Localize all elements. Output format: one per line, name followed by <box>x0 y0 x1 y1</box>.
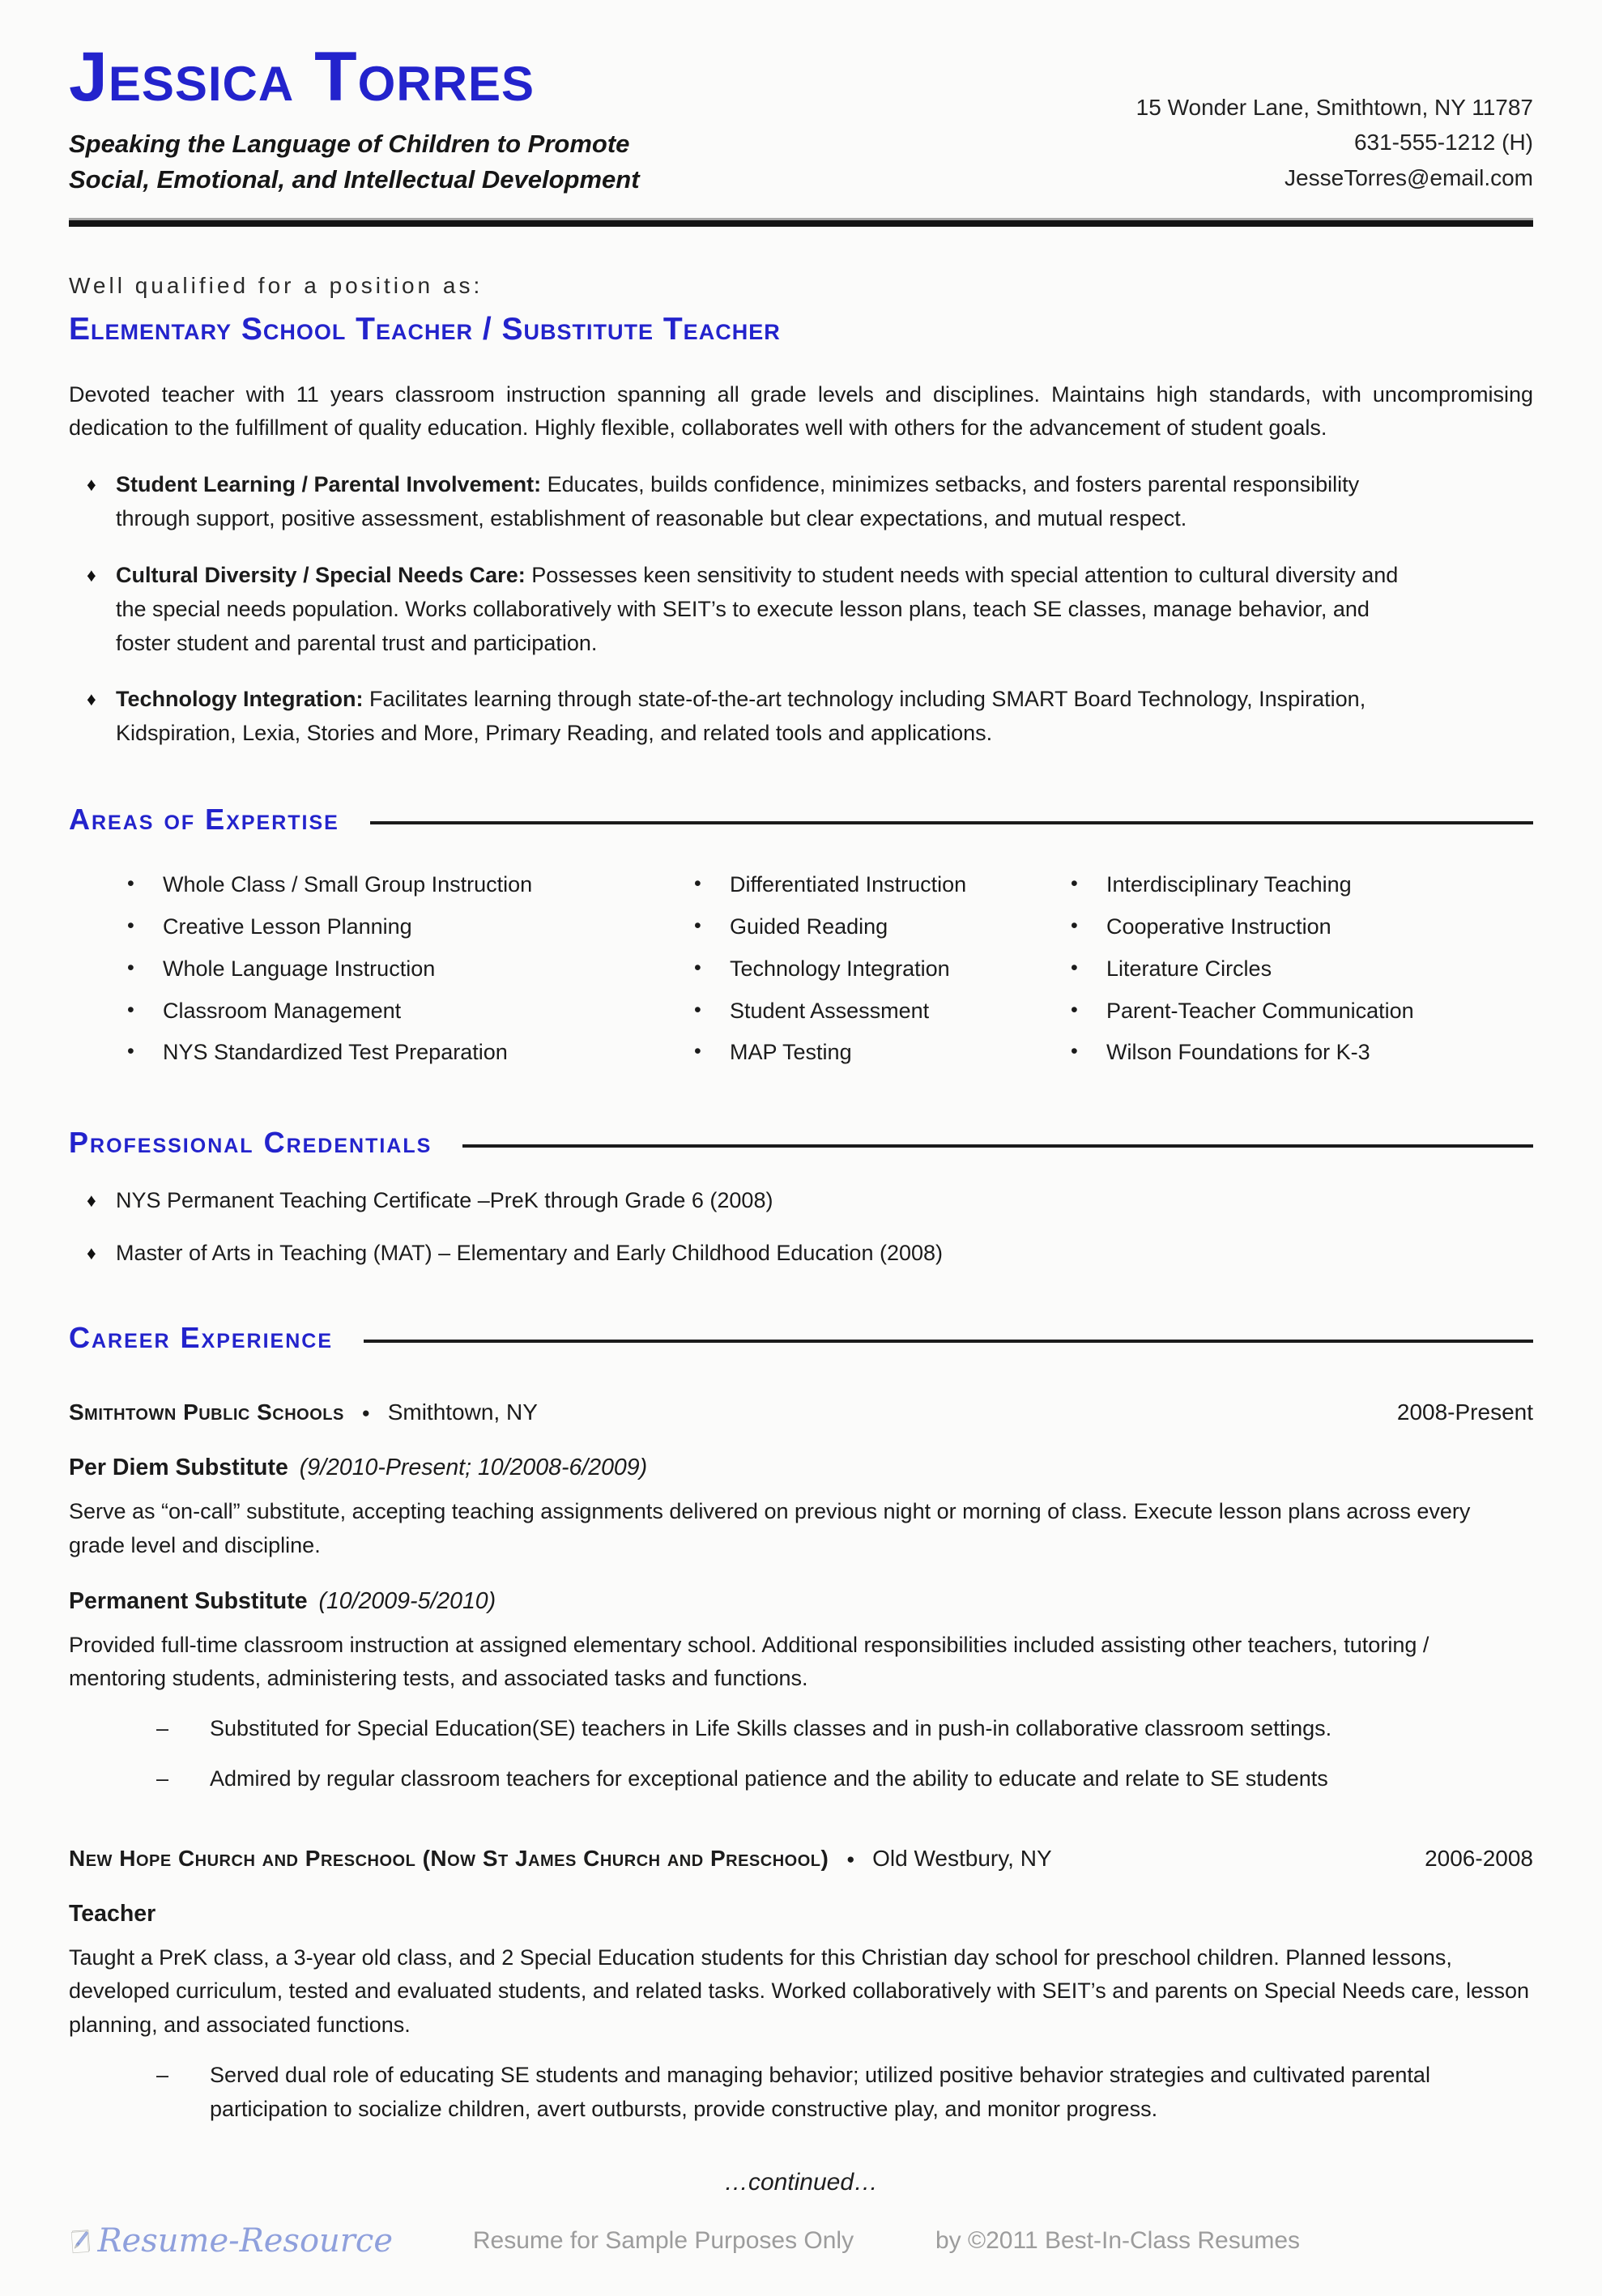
expertise-label: Technology Integration <box>730 956 950 981</box>
expertise-label: Differentiated Instruction <box>730 872 967 897</box>
expertise-item <box>1071 948 1533 990</box>
dash-bullet-icon: – <box>156 2063 169 2088</box>
dot-bullet-icon: • <box>694 872 701 896</box>
resume-resource-logo <box>69 2202 393 2280</box>
role-title: Permanent Substitute <box>69 1587 308 1614</box>
separator-dot-icon: ● <box>361 1405 370 1421</box>
position-title: Elementary School Teacher / Substitute Teacher <box>69 312 781 347</box>
credential-item <box>69 1184 1533 1217</box>
expertise-columns <box>69 864 1533 1074</box>
highlight-text <box>116 468 1404 536</box>
highlight-body: Educates, builds confidence, minimizes setbacks, and fosters parental responsibility through support, positive assessment, establishment of reasonable but clear expectations, and mutual respect. <box>116 472 1360 531</box>
candidate-name: Jessica Torres <box>69 38 535 116</box>
dot-bullet-icon: • <box>1071 914 1078 937</box>
expertise-column-1 <box>127 864 694 1074</box>
logo-wordmark: Resume-Resource <box>97 2221 393 2260</box>
role-bullet-text: Served dual role of educating SE students and managing behavior; utilized positive behavior strategies and cultivated parental participation to socialize children, avert outbursts, provide constructive play, and monitor progress. <box>210 2063 1430 2121</box>
section-rule <box>462 1144 1533 1148</box>
section-career-experience <box>69 1316 1533 1360</box>
expertise-item <box>1071 864 1533 906</box>
dot-bullet-icon: • <box>127 998 134 1021</box>
role-title: Teacher <box>69 1900 156 1927</box>
contact-phone: 631-555-1212 (H) <box>1353 130 1533 155</box>
dot-bullet-icon: • <box>1071 1040 1078 1063</box>
expertise-label: Parent-Teacher Communication <box>1106 998 1414 1023</box>
highlight-body: Possesses keen sensitivity to student needs with special attention to cultural diversity and the special needs population. Works collaboratively with SEIT’s to execute lesson plans, teach SE classes, manage behavior, and foster student and parental trust and participation. <box>116 562 1399 655</box>
dot-bullet-icon: • <box>127 872 134 896</box>
job-new-hope-church-preschool <box>69 1842 1533 2127</box>
position-intro: Well qualified for a position as: <box>69 273 484 299</box>
role-bullet-list <box>69 1712 1533 1796</box>
role-bullet <box>69 1762 1533 1796</box>
section-rule <box>364 1340 1533 1343</box>
dash-bullet-icon: – <box>156 1716 169 1741</box>
employer-line <box>69 1842 1052 1876</box>
header <box>69 40 1533 197</box>
job-location: Old Westbury, NY <box>872 1845 1052 1871</box>
summary-paragraph: Devoted teacher with 11 years classroom instruction spanning all grade levels and disciplines. Maintains high standards, with uncompromising dedication to the fulfillment of quality education. Highly flexible, collaborates well with others for the advancement of student goals. <box>69 381 1533 441</box>
credential-text: NYS Permanent Teaching Certificate –PreK through Grade 6 (2008) <box>116 1188 773 1213</box>
expertise-item <box>694 948 1071 990</box>
expertise-item <box>694 906 1071 948</box>
employer-name: Smithtown Public Schools <box>69 1399 344 1425</box>
job-location: Smithtown, NY <box>387 1399 538 1425</box>
job-header <box>69 1842 1533 1876</box>
diamond-bullet-icon: ♦ <box>87 1242 96 1263</box>
dash-bullet-icon: – <box>156 1766 169 1791</box>
header-left <box>69 40 640 197</box>
expertise-item <box>1071 1032 1533 1074</box>
section-areas-of-expertise <box>69 798 1533 841</box>
expertise-item <box>127 990 694 1033</box>
expertise-item <box>127 864 694 906</box>
credential-item <box>69 1237 1533 1270</box>
expertise-label: Creative Lesson Planning <box>163 914 412 939</box>
expertise-item <box>1071 990 1533 1033</box>
role-bullet-list <box>69 2059 1533 2127</box>
dot-bullet-icon: • <box>694 914 701 937</box>
role-title-line <box>69 1450 1533 1485</box>
dot-bullet-icon: • <box>127 1040 134 1063</box>
footer-sample-note: Resume for Sample Purposes Only <box>472 2227 854 2255</box>
role-bullet-text: Admired by regular classroom teachers for exceptional patience and the ability to educate and relate to SE students <box>210 1766 1328 1791</box>
role-description: Taught a PreK class, a 3-year old class, and 2 Special Education students for this Christian day school for preschool children. Planned lessons, developed curriculum, tested and evaluated students, and related tasks. Worked collaboratively with SEIT’s and parents on Special Needs care, lesson planning, and associated functions. <box>69 1945 1530 2038</box>
expertise-label: Cooperative Instruction <box>1106 914 1331 939</box>
highlight-label: Cultural Diversity / Special Needs Care: <box>116 562 526 587</box>
diamond-bullet-icon: ♦ <box>87 474 96 496</box>
expertise-column-2 <box>694 864 1071 1074</box>
employer-line <box>69 1395 538 1429</box>
section-rule <box>370 821 1533 824</box>
contact-email: JesseTorres@email.com <box>1285 164 1533 190</box>
credential-text: Master of Arts in Teaching (MAT) – Elementary and Early Childhood Education (2008) <box>116 1240 944 1265</box>
dot-bullet-icon: • <box>1071 872 1078 896</box>
dot-bullet-icon: • <box>127 956 134 979</box>
role-description: Provided full-time classroom instruction at assigned elementary school. Additional responsibilities included assisting other teachers, tutoring / mentoring students, administering tests, and associated tasks and functions. <box>69 1632 1429 1691</box>
tagline-line2: Social, Emotional, and Intellectual Development <box>69 164 640 194</box>
footer-copyright: by ©2011 Best-In-Class Resumes <box>935 2227 1301 2255</box>
diamond-bullet-icon: ♦ <box>87 688 96 710</box>
highlights-list <box>69 468 1533 751</box>
section-professional-credentials <box>69 1121 1533 1165</box>
dot-bullet-icon: • <box>127 914 134 937</box>
role-title-line <box>69 1897 1533 1932</box>
highlight-label: Technology Integration: <box>116 687 364 712</box>
expertise-item <box>694 864 1071 906</box>
expertise-label: MAP Testing <box>730 1040 852 1065</box>
employer-name: New Hope Church and Preschool (Now St James Church and Preschool) <box>69 1845 829 1871</box>
dot-bullet-icon: • <box>1071 998 1078 1021</box>
highlight-item <box>69 559 1533 661</box>
section-title: Areas of Expertise <box>69 803 339 837</box>
expertise-label: Literature Circles <box>1106 956 1272 981</box>
expertise-label: Whole Language Instruction <box>163 956 436 981</box>
highlight-text <box>116 683 1404 751</box>
job-header <box>69 1395 1533 1429</box>
expertise-item <box>127 1032 694 1074</box>
role-bullet-text: Substituted for Special Education(SE) teachers in Life Skills classes and in push-in collaborative classroom settings. <box>210 1716 1332 1741</box>
contact-address: 15 Wonder Lane, Smithtown, NY 11787 <box>1135 94 1533 120</box>
role-bullet <box>69 2059 1533 2127</box>
expertise-item <box>127 906 694 948</box>
job-dates: 2006-2008 <box>1425 1845 1533 1871</box>
dot-bullet-icon: • <box>694 1040 701 1063</box>
highlight-body: Facilitates learning through state-of-the-art technology including SMART Board Technology, Inspiration, Kidspiration, Lexia, Stories and More, Primary Reading, and related tools and applications. <box>116 687 1366 746</box>
expertise-item <box>694 1032 1071 1074</box>
tagline <box>69 126 640 197</box>
diamond-bullet-icon: ♦ <box>87 564 96 586</box>
tagline-line1: Speaking the Language of Children to Promote <box>69 130 630 159</box>
expertise-label: Interdisciplinary Teaching <box>1106 872 1352 897</box>
diamond-bullet-icon: ♦ <box>87 1190 96 1212</box>
footer <box>69 2202 1533 2280</box>
credentials-list <box>69 1184 1533 1269</box>
highlight-text <box>116 559 1404 661</box>
dot-bullet-icon: • <box>694 956 701 979</box>
job-dates: 2008-Present <box>1396 1399 1533 1425</box>
expertise-label: Whole Class / Small Group Instruction <box>163 872 533 897</box>
position-block <box>69 269 1533 354</box>
highlight-item <box>69 468 1533 536</box>
expertise-label: Guided Reading <box>730 914 888 939</box>
expertise-label: NYS Standardized Test Preparation <box>163 1040 508 1065</box>
expertise-column-3 <box>1071 864 1533 1074</box>
highlight-item <box>69 683 1533 751</box>
role-title-line <box>69 1584 1533 1619</box>
paper-and-pen-icon <box>69 2202 92 2280</box>
highlight-label: Student Learning / Parental Involvement: <box>116 472 542 497</box>
role-bullet <box>69 1712 1533 1746</box>
dot-bullet-icon: • <box>694 998 701 1021</box>
section-title: Career Experience <box>69 1321 334 1355</box>
job-smithtown-public-schools <box>69 1395 1533 1796</box>
role-title: Per Diem Substitute <box>69 1455 288 1481</box>
separator-dot-icon: ● <box>846 1851 855 1867</box>
expertise-label: Wilson Foundations for K-3 <box>1106 1040 1370 1065</box>
role-dates: (10/2009-5/2010) <box>318 1587 496 1614</box>
role-description: Serve as “on-call” substitute, accepting teaching assignments delivered on previous night or morning of class. Execute lesson plans across every grade level and discipline. <box>69 1499 1471 1557</box>
continued-note: …continued… <box>723 2168 879 2196</box>
expertise-item <box>127 948 694 990</box>
section-title: Professional Credentials <box>69 1126 432 1160</box>
dot-bullet-icon: • <box>1071 956 1078 979</box>
expertise-item <box>694 990 1071 1033</box>
expertise-item <box>1071 906 1533 948</box>
expertise-label: Classroom Management <box>163 998 402 1023</box>
contact-block <box>1136 90 1533 197</box>
role-dates: (9/2010-Present; 10/2008-6/2009) <box>299 1455 648 1481</box>
header-divider <box>69 218 1533 227</box>
expertise-label: Student Assessment <box>730 998 930 1023</box>
